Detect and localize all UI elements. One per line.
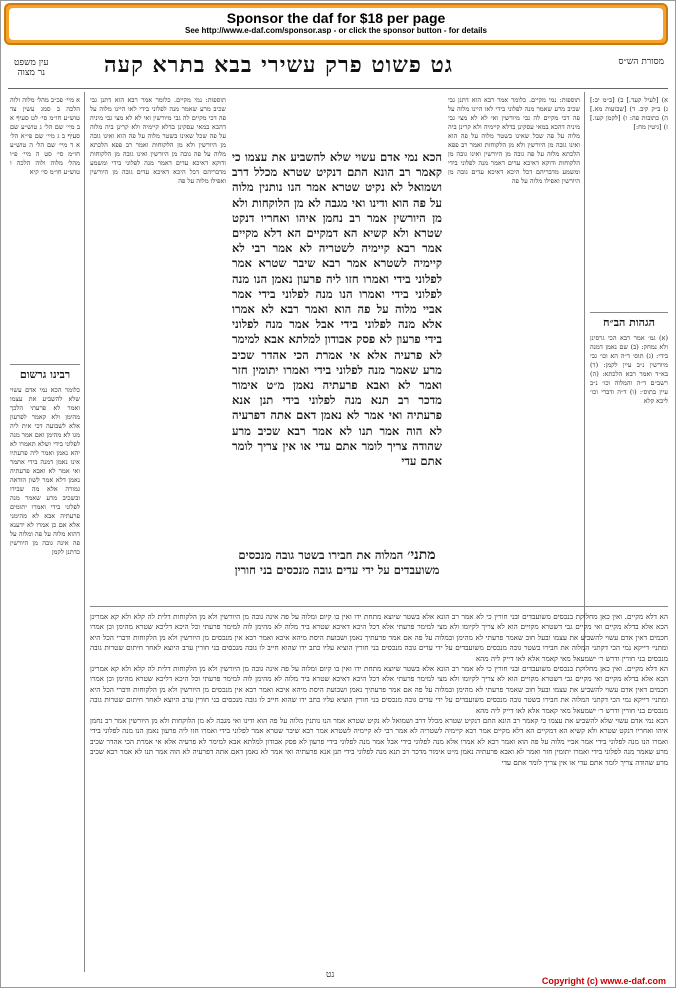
masoret-text: א) [לעיל קעד.] ב) [ב״מ יב:] ג) ב״ק קיב. ד) [שבועות מא.] ה) כתובות פה: ו) [לקמן קעו.] ז) [גיטין מח:] [590, 96, 668, 131]
section-divider [90, 606, 668, 607]
rashbam-column [448, 96, 580, 600]
mishnah-block [232, 548, 442, 598]
section-divider [590, 312, 668, 313]
gemara-column [232, 150, 442, 546]
lower-commentary [90, 612, 668, 964]
column-divider [84, 92, 85, 972]
rabbeinu-gershom-text: כלומר הכא נמי אדם עשוי שלא להשביע את עצמו ואמר לא פרעתי הלכך מהימן ולא קאמר לפרעון אלא לשבועה דכי אית ליה מגו לא מהימן ואם אמר מנה לפלוני בידי ושלא תאמרו לא יהא נאמן ואמר ליה פרעתיו אינו נאמן דמנה בידי אתמר ואי אמר לא ואבא פרעתיה נאמן דלא אמר לשון הודאה גמורה אלא מה שבידו ובשכיב מרע שאמר מנה לפלוני בידי ואמרו יתומים פרעתיה אבא לא מהימני אלא אם כן אמרו לא ידענא דהוא מלוה על פה ומלוה על פה אינה גובה מן היורשין כדתנן לקמן [10, 386, 80, 556]
sponsor-subtitle[interactable]: See http://www.e-daf.com/sponsor.asp - or click the sponsor button - for details [185, 26, 487, 35]
sponsor-banner-inner[interactable] [9, 8, 663, 40]
masoret-column [590, 96, 668, 306]
folio-number: נט [326, 970, 335, 980]
copyright-link[interactable]: Copyright (c) www.e-daf.com [541, 976, 666, 986]
rashbam-text: תוספות: נמי מקיים. כלומר אמר רבא הוא דתנן גבי שכיב מרע שאמר מנה לפלוני בידי לאו היינו מלוה על פה דכי מקיים לה גבי מיורשין ואי לא לא מצי גבי מיניה דהכא במאי עסקינן בדלא קיימיה ולא קרינן ביה מלוה על פה שכל שאינו בשטר מלוה על פה הוא ואינו גובה מן היורשין ולא מן הלקוחות ואמר רב פפא הלכתא מלוה על פה גובה מן היורשין ואינו גובה מן הלקוחות ודוקא דאיכא עדים דאמר מנה לפלוני בידי ומשמע מדבריהם דכל היכא דאיכא עדים גובה מן היורשין ואפילו מלוה על פה [448, 96, 580, 185]
hagahot-text: (א) גמ׳ אמר רבא הכי גרסינן ולא נמחק: (ב) שם נאמן דמנה בידי: (ג) תוס׳ ד״ה הא וכו׳ גבי מיורשין נ״ב עיין לקמן: (ד) בא״ד ואמר רבא הלכתא: (ה) רשב״ם ד״ה והמלוה וכו׳ נ״ב עיין בתוס׳: (ו) ד״ה ודברי וכו׳ ליכא קלא [590, 334, 668, 405]
lower-commentary-text-cont: הא דלא מקיים. ואין כאן מחלוקת בנכסים משועבדים ובני חורין כי לא אמר רב הונא אלא בשטר שיוצא מתחת ידו ואין בו קיום ומלוה על פה אינה גובה מן היורשין ולא מן הלקוחות דלית לה קלא ולא קא אמרינן הכא אלא בדלא מקיים ואי מקיים גבי דשטרא מקויים הוא לא צריך לקיומו ולא מצי למימר פרעתי אלא דכל היכא דאיכא שטרא ביד מלוה לא מהימן לוה למימר פרעתי וכל היכא דליכא שטרא מהימן וכן אמרו חכמים דאין אדם עשוי להשביע את עצמו ובעל חוב שאמר פרעתי לא מהימן ובמלוה על פה אם אמר פרעתיך נאמן ושבועת היסת מיהא איכא ואמר רבא אין מנכסים מן היורשין ולא מן הלקוחות ודברי הכל היא ומתני׳ דייקא נמי הכי דקתני המלוה את חבירו בשטר גובה מנכסים משועבדים על ידי עדים גובה מנכסים בני חורין הוציא עליו כתב ידו שהוא חייב לו גובה מנכסים בני חורין ערב היוצא לאחר חיתום שטרות גובה מנכסים בני חורין ודרש ר׳ ישמעאל מאי קאמר אלא לאו דייק ליה מהא [90, 664, 668, 715]
column-divider [584, 92, 585, 652]
lower-commentary-text: הא דלא מקיים. ואין כאן מחלוקת בנכסים משועבדים ובני חורין כי לא אמר רב הונא אלא בשטר שיוצא מתחת ידו ואין בו קיום ומלוה על פה אינה גובה מן היורשין ולא מן הלקוחות דלית לה קלא ולא קא אמרינן הכא אלא בדלא מקיים ואי מקיים גבי דשטרא מקויים הוא לא צריך לקיומו ולא מצי למימר פרעתי אלא דכל היכא דאיכא שטרא ביד מלוה לא מהימן לוה למימר פרעתי וכל היכא דליכא שטרא מהימן וכן אמרו חכמים דאין אדם עשוי להשביע את עצמו ובעל חוב שאמר פרעתי לא מהימן ובמלוה על פה אם אמר פרעתיך נאמן ושבועת היסת מיהא איכא ואמר רבא אין מנכסים מן היורשין ולא מן הלקוחות ודברי הכל היא ומתני׳ דייקא נמי הכי דקתני המלוה את חבירו בשטר גובה מנכסים משועבדים על ידי עדים גובה מנכסים בני חורין הוציא עליו כתב ידו שהוא חייב לו גובה מנכסים בני חורין ערב היוצא לאחר חיתום שטרות גובה מנכסים בני חורין ודרש ר׳ ישמעאל מאי קאמר אלא לאו דייק ליה מהא [90, 612, 668, 663]
ein-mishpat-column [10, 96, 80, 364]
rabbeinu-gershom-header: רבינו גרשום [19, 368, 71, 381]
rabbeinu-gershom-column [10, 386, 80, 966]
section-divider [10, 364, 80, 365]
mishnah-label: מתני׳ [407, 548, 436, 563]
hagahot-header: הגהות הב״ח [603, 316, 655, 329]
page-header [8, 52, 668, 89]
mishnah-text: המלוה את חבירו בשטר גובה מנכסים משועבדים על ידי עדים גובה מנכסים בני חורין [234, 548, 440, 578]
tosafot-text: תוספות: נמי מקיים. כלומר אמר רבא הוא דתנן גבי שכיב מרע שאמר מנה לפלוני בידי לאו היינו מלוה על פה דכי מקיים לה גבי מיורשין ואי לא לא מצי גבי מיניה דהכא במאי עסקינן בדלא קיימיה ולא קרינן ביה מלוה על פה שכל שאינו בשטר מלוה על פה הוא ואינו גובה מן היורשין ולא מן הלקוחות ואמר רב פפא הלכתא מלוה על פה גובה מן היורשין ואינו גובה מן הלקוחות ודוקא דאיכא עדים דאמר מנה לפלוני בידי ומשמע מדבריהם דכל היכא דאיכא עדים גובה מן היורשין ואפילו מלוה על פה [90, 96, 226, 185]
sponsor-title[interactable]: Sponsor the daf for $18 per page [226, 10, 446, 26]
gemara-text: הכא נמי אדם עשוי שלא להשביע את עצמו כי קאמר רב הונא התם דנקיט שטרא מכלל דרב ושמואל לא נקיט שטרא אמר הנו נותנין מלוה על פה הוא ודינו ואי מגבה לא מן הלוקחות ולא מן היורשין אמר רב נחמן איהו ואחריו דנקט שטרא ולא קשיא הא דמקיים הא דלא מקיים אמר רבא קיימיה לשטריה לא אמר רבי לא קיימיה לשטרא אמר רבא שיבר שטרא אמר לפלוני בידי ואמרו חזו ליה פרעון נאמן הנו מנה לפלוני בידי ואמרו הנו מנה לפלוני בידי אמר אביי מלוה על פה הוא ואמר רבא לא אמרו אלא מנה לפלוני בידי אבל אמר מנה לפלוני בידי פרעון לא פסק אבודון למלתא אבא למימר לא פרעיה אלא אי אמרת הכי אהדר שכיב מרע שאמר מנה לפלוני בידי ואמרו יתומין חזר ואמר לא ואבא פרעתיה נאמן מ״ט אימור מדכר רב תנא מנה לפלוני בידי תנן אנא פרעתיה ואי אמר לא נאמן דאם אתה דפרעיה לא הוה אמר תנו לא אמר רבא שכיב מרע שהודה צריך לומר אתם עדי או אין צריך לומר אתם עדי [232, 150, 442, 469]
page-title: גט פשוט פרק עשירי בבא בתרא קעה [104, 52, 454, 78]
ein-mishpat-label: עין משפט נר מצוה [14, 58, 49, 78]
sponsor-banner[interactable] [4, 3, 668, 45]
masoret-hashas-label: מסורת הש״ס [618, 57, 664, 67]
lower-commentary-text-cont: הכא נמי אדם עשוי שלא להשביע את עצמו כי קאמר רב הונא התם דנקיט שטרא מכלל דרב ושמואל לא נקיט שטרא אמר הנו נותנין מלוה על פה הוא ודינו ואי מגבה לא מן הלוקחות ולא מן היורשין אמר רב נחמן איהו ואחריו דנקט שטרא ולא קשיא הא דמקיים הא דלא מקיים אמר רבא קיימיה לשטריה לא אמר רבי לא קיימיה לשטרא אמר רבא שיבר שטרא אמר לפלוני בידי ואמרו חזו ליה פרעון נאמן הנו מנה לפלוני בידי ואמרו הנו מנה לפלוני בידי אמר אביי מלוה על פה הוא ואמר רבא לא אמרו אלא מנה לפלוני בידי אבל אמר מנה לפלוני בידי פרעון לא פסק אבודון למלתא אבא למימר לא פרעיה אלא אי אמרת הכי אהדר שכיב מרע שאמר מנה לפלוני בידי ואמרו יתומין חזר ואמר לא ואבא פרעתיה נאמן מ״ט אימור מדכר רב תנא מנה לפלוני בידי תנן אנא פרעתיה ואי אמר לא נאמן דאם אתה דפרעיה לא הוה אמר תנו לא אמר רבא שכיב מרע שהודה צריך לומר אתם עדי או אין צריך לומר אתם עדי [90, 716, 668, 767]
hagahot-column [590, 334, 668, 646]
ein-mishpat-text: א מיי׳ פכ״ב מהל׳ מלוה ולוה הלכה ב סמג עשין צד טוש״ע חו״מ סי׳ לט סעיף א ב מיי׳ שם הל׳ ג טוש״ע שם סעיף ב ג מיי׳ שם פי״א הל׳ א ד מיי׳ שם הל׳ ה טוש״ע חו״מ סי׳ סט ה מיי׳ פ״ו מהל׳ מלוה ולוה הלכה ו טוש״ע חו״מ סי׳ קיא [10, 96, 80, 176]
tosafot-column [90, 96, 226, 426]
